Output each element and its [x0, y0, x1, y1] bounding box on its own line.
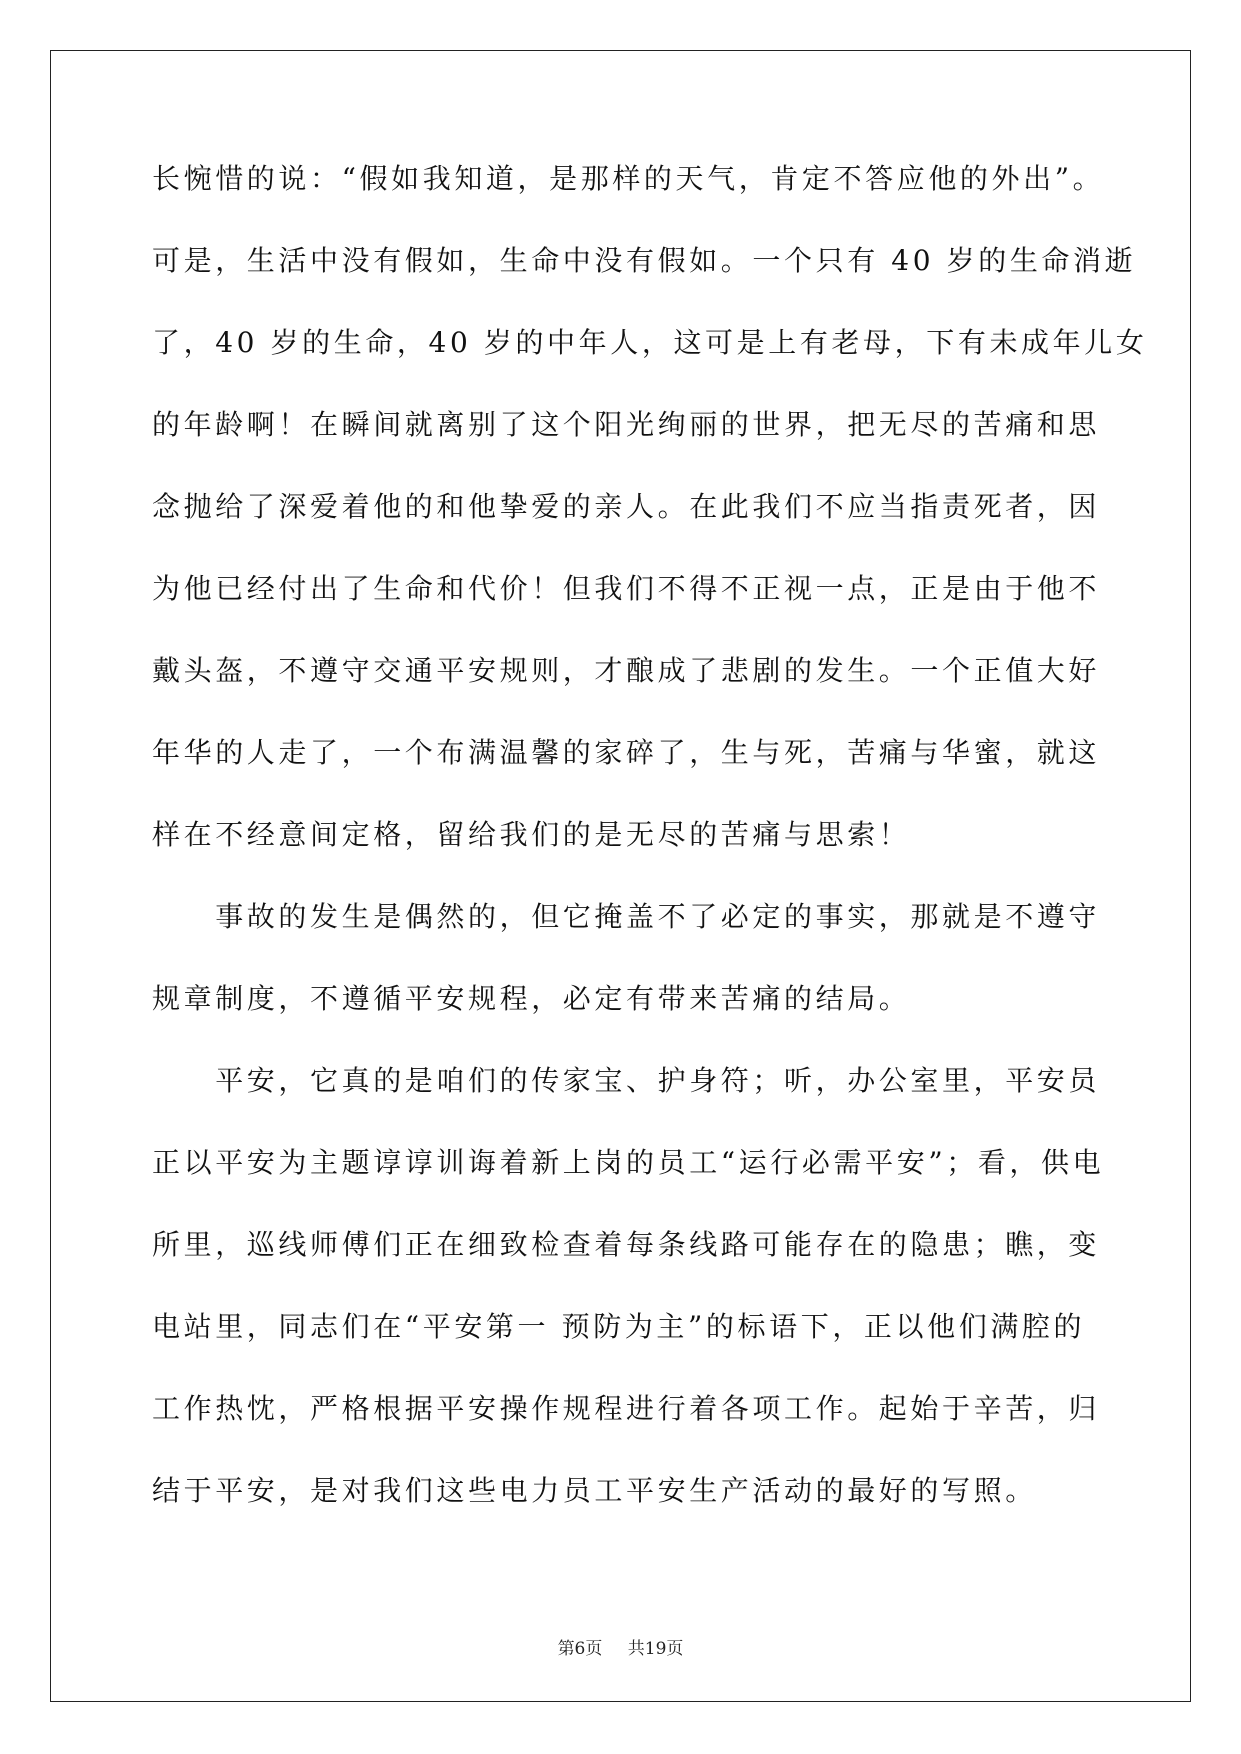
text-line: 为他已经付出了生命和代价！但我们不得不正视一点，正是由于他不	[152, 572, 1101, 605]
page-total: 共19页	[627, 1639, 684, 1659]
text-line: 的年龄啊！在瞬间就离别了这个阳光绚丽的世界，把无尽的苦痛和思	[152, 408, 1101, 441]
text-line: 年华的人走了，一个布满温馨的家碎了，生与死，苦痛与华蜜，就这	[152, 736, 1101, 769]
text-line: 念抛给了深爱着他的和他挚爱的亲人。在此我们不应当指责死者，因	[152, 490, 1101, 523]
text-line: 长惋惜的说：“假如我知道，是那样的天气，肯定不答应他的外出”。	[152, 162, 1105, 195]
text-line: 事故的发生是偶然的，但它掩盖不了必定的事实，那就是不遵守	[152, 900, 1101, 933]
text-line: 平安，它真的是咱们的传家宝、护身符；听，办公室里，平安员	[152, 1064, 1101, 1097]
body-text	[152, 152, 1148, 1546]
text-line: 样在不经意间定格，留给我们的是无尽的苦痛与思索！	[152, 818, 911, 851]
text-line: 戴头盔，不遵守交通平安规则，才酿成了悲剧的发生。一个正值大好	[152, 654, 1101, 687]
text-line: 了，40 岁的生命，40 岁的中年人，这可是上有老母，下有未成年儿女	[152, 326, 1148, 359]
text-line: 工作热忱，严格根据平安操作规程进行着各项工作。起始于辛苦，归	[152, 1392, 1101, 1425]
text-line: 规章制度，不遵循平安规程，必定有带来苦痛的结局。	[152, 982, 911, 1015]
page-number: 第6页	[557, 1639, 603, 1659]
page-footer	[0, 1634, 1241, 1659]
text-line: 电站里，同志们在“平安第一 预防为主”的标语下，正以他们满腔的	[152, 1310, 1086, 1343]
text-line: 正以平安为主题谆谆训诲着新上岗的员工“运行必需平安”；看，供电	[152, 1146, 1105, 1179]
text-line: 结于平安，是对我们这些电力员工平安生产活动的最好的写照。	[152, 1474, 1037, 1507]
text-line: 可是，生活中没有假如，生命中没有假如。一个只有 40 岁的生命消逝	[152, 244, 1137, 277]
text-line: 所里，巡线师傅们正在细致检查着每条线路可能存在的隐患；瞧，变	[152, 1228, 1101, 1261]
